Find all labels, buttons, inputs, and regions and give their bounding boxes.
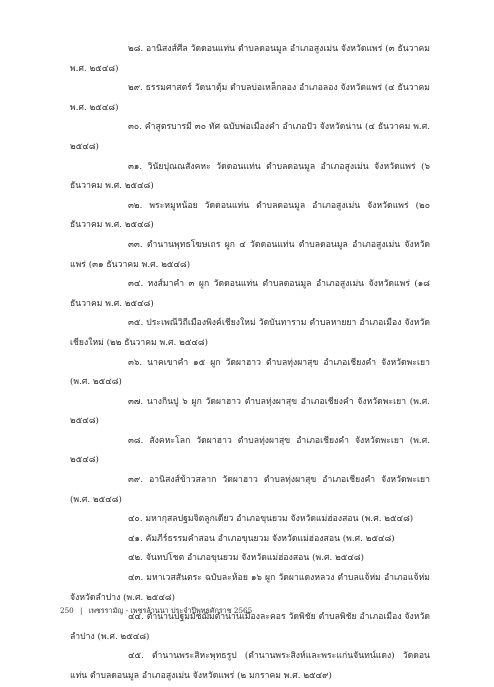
list-item: ๓๑. วินัยปุณณสังคหะ วัดดอนแท่น ตำบลดอนมูล อำเภอสูงเม่น จังหวัดแพร่ (๖ ธันวาคม พ.ศ. ๒๕๔๘) — [70, 161, 430, 192]
list-item: ๓๗. นางกินปู ๖ ผูก วัดผาฮาว ตำบลทุ่งผาสุข อำเภอเชียงคำ จังหวัดพะเยา (พ.ศ. ๒๕๔๘) — [70, 396, 430, 427]
list-item: ๓๙. อานิสงส์ข้าวสลาก วัดผาฮาว ตำบลทุ่งผาสุข อำเภอเชียงคำ จังหวัดพะเยา (พ.ศ. ๒๕๔๘) — [70, 475, 430, 505]
footer-separator: | — [80, 606, 83, 615]
page-number: 250 — [60, 606, 74, 615]
list-item: ๔๔. ตำนานปฐมมัชฌิมตำนานเมืองละคอร วัดพิชัย ตำบลพิชัย อำเภอเมือง จังหวัดลำปาง (พ.ศ. ๒๕๔๘) — [70, 612, 430, 642]
list-item: ๔๐. มหากุสลปฐมจิตลูกเดียว อำเภอขุนยวม จังหวัดแม่ฮ่องสอน (พ.ศ. ๒๕๔๘) — [128, 514, 414, 525]
list-item: ๓๖. นาคเขาคำ ๑๕ ผูก วัดผาฮาว ตำบลทุ่งผาสุข อำเภอเชียงคำ จังหวัดพะเยา (พ.ศ. ๒๕๔๘) — [70, 357, 430, 388]
list-item: ๓๘. สังคหะโลก วัดผาฮาว ตำบลทุ่งผาสุข อำเภอเชียงคำ จังหวัดพะเยา (พ.ศ. ๒๕๔๘) — [70, 435, 430, 466]
publication-title: เพชรรามัญ - เพชรล้านนา ประจำปีพุทธศักราช 2565 — [88, 606, 253, 615]
list-item: ๓๐. คำสูตรบารมี ๓๐ ทัศ ฉบับพ่อเมืองคำ อำเภอปัว จังหวัดน่าน (๔ ธันวาคม พ.ศ. ๒๕๔๘) — [70, 122, 430, 152]
manuscript-list — [70, 40, 430, 687]
list-item: ๓๔. หงส์มาคำ ๓ ผูก วัดดอนแท่น ตำบลดอนมูล อำเภอสูงเม่น จังหวัดแพร่ (๑๘ ธันวาคม พ.ศ. ๒๕๔๘) — [70, 279, 430, 309]
list-item: ๓๕. ประเพณีวิถีเมืองพิงค์เชียงใหม่ วัดบันทาราม ตำบลหายยา อำเภอเมือง จังหวัดเชียงใหม่ (๒๒ ธันวาคม พ.ศ. ๒๕๔๘) — [70, 318, 430, 348]
list-item: ๔๑. คัมภีร์ธรรมคำสอน อำเภอขุนยวม จังหวัดแม่ฮ่องสอน (พ.ศ. ๒๕๔๘) — [128, 533, 395, 544]
list-item: ๔๓. มหาเวสสันตระ ฉบับละห้อย ๑๖ ผูก วัดผาแดงหลวง ตำบลแจ้ห่ม อำเภอแจ้ห่ม จังหวัดลำปาง (พ.ศ. ๒๕๔๘) — [70, 573, 430, 603]
page-footer — [60, 606, 252, 617]
list-item: ๒๙. ธรรมศาสตร์ วัดนาตุ้ม ตำบลบ่อเหล็กลอง อำเภอลอง จังหวัดแพร่ (๔ ธันวาคม พ.ศ. ๒๕๔๘) — [70, 83, 431, 113]
list-item: ๔๒. จันทปโชต อำเภอขุนยวม จังหวัดแม่ฮ่องสอน (พ.ศ. ๒๕๔๘) — [128, 553, 364, 564]
list-item: ๔๕. ตำนานพระสิหะพุทธรูป (ตำนานพระสิงห์และพระแก่นจันทน์แดง) วัดดอนแท่น ตำบลดอนมูล อำเภอสูงเม่น จังหวัดแพร่ (๒ มกราคม พ.ศ. ๒๕๔๙) — [70, 651, 430, 681]
list-item: ๒๘. อานิสงส์ศีล วัดดอนแท่น ตำบลดอนมูล อำเภอสูงเม่น จังหวัดแพร่ (๓ ธันวาคม พ.ศ. ๒๕๔๘) — [70, 44, 430, 74]
list-item: ๓๒. พระหมูหน้อย วัดดอนแท่น ตำบลดอนมูล อำเภอสูงเม่น จังหวัดแพร่ (๒๐ ธันวาคม พ.ศ. ๒๕๔๘) — [70, 200, 430, 231]
list-item: ๓๓. ตำนานพุทธโฆษเถร ผูก ๔ วัดดอนแท่น ตำบลดอนมูล อำเภอสูงเม่น จังหวัดแพร่ (๓๑ ธันวาคม พ.ศ. ๒๕๔๘) — [70, 239, 430, 270]
